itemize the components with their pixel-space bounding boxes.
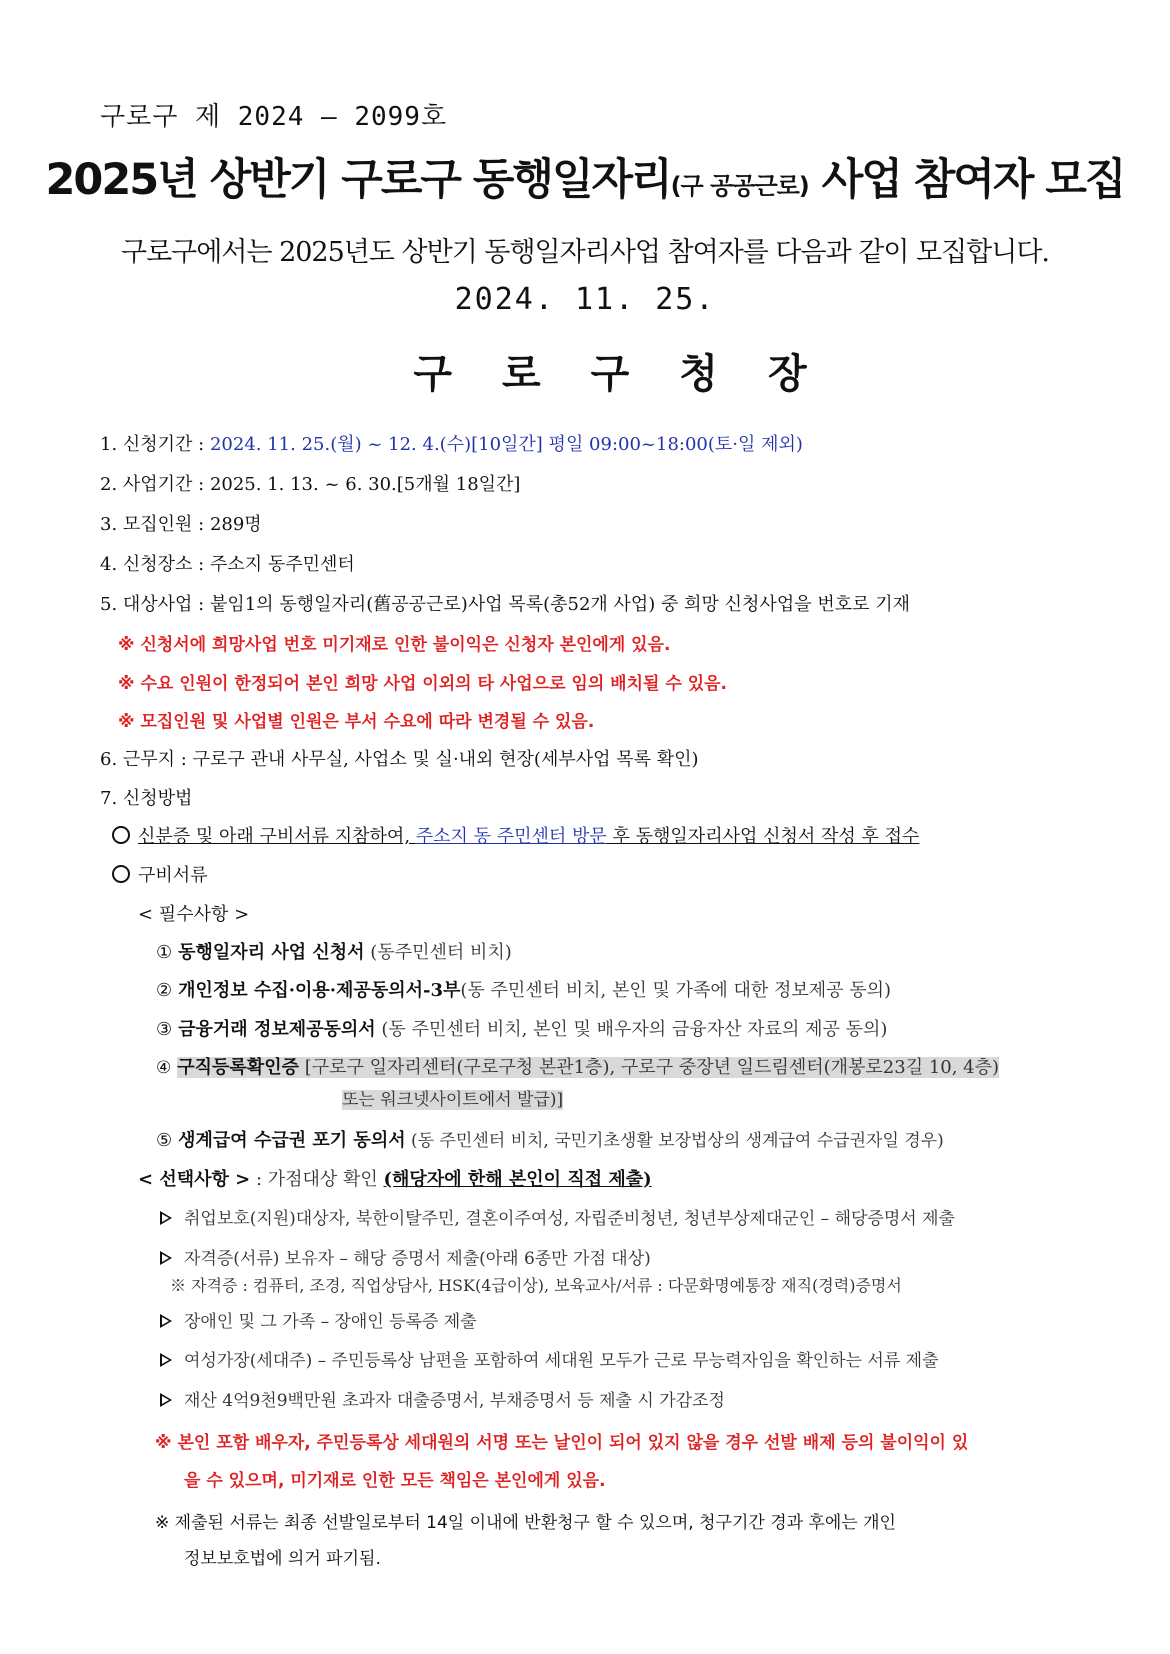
notice-date: 2024. 11. 25. xyxy=(454,282,716,317)
item-project-period: 2. 사업기간 : 2025. 1. 13. ~ 6. 30.[5개월 18일간] xyxy=(100,474,521,495)
required-item: ③ 금융거래 정보제공동의서 (동 주민센터 비치, 본인 및 배우자의 금융자산 자료의 제공 동의) xyxy=(156,1019,888,1040)
warning-note: ※ 모집인원 및 사업별 인원은 부서 수요에 따라 변경될 수 있음. xyxy=(118,712,595,732)
required-item-cont: 또는 워크넷사이트에서 발급)] xyxy=(342,1090,564,1110)
warning-note: ※ 수요 인원이 한정되어 본인 희망 사업 이외의 타 사업으로 임의 배치될 수 있음. xyxy=(118,674,728,694)
intro-text: 구로구에서는 2025년도 상반기 동행일자리사업 참여자를 다음과 같이 모집합니다. xyxy=(121,237,1049,268)
optional-item: 여성가장(세대주) – 주민등록상 남편을 포함하여 세대원 모두가 근로 무능력자임을 확인하는 서류 제출 xyxy=(160,1346,939,1371)
triangle-bullet-icon xyxy=(160,1314,172,1328)
optional-item: 재산 4억9천9백만원 초과자 대출증명서, 부채증명서 등 제출 시 가감조정 xyxy=(160,1386,725,1411)
return-note: ※ 제출된 서류는 최종 선발일로부터 14일 이내에 반환청구 할 수 있으며, 청구기간 경과 후에는 개인 xyxy=(155,1513,896,1533)
title-main: 2025년 상반기 구로구 동행일자리 xyxy=(45,155,671,205)
required-header: < 필수사항 > xyxy=(138,904,250,925)
required-item: ④ 구직등록확인증 [구로구 일자리센터(구로구청 본관1층), 구로구 중장년 일드림센터(개봉로23길 10, 4층) xyxy=(156,1057,1000,1078)
visit-place: 주소지 동 주민센터 방문 xyxy=(415,826,607,847)
item-application-method: 7. 신청방법 xyxy=(100,788,193,809)
triangle-bullet-icon xyxy=(160,1211,172,1225)
item-label: 1. 신청기간 : xyxy=(100,434,210,455)
triangle-bullet-icon xyxy=(160,1251,172,1265)
required-item: ① 동행일자리 사업 신청서 (동주민센터 비치) xyxy=(156,942,512,963)
optional-note: ※ 자격증 : 컴퓨터, 조경, 직업상담사, HSK(4급이상), 보육교사/서류 : 다문화명예통장 재직(경력)증명서 xyxy=(170,1276,902,1295)
item-target-projects: 5. 대상사업 : 붙임1의 동행일자리(舊공공근로)사업 목록(총52개 사업) 중 희망 신청사업을 번호로 기재 xyxy=(100,594,910,615)
optional-item: 취업보호(지원)대상자, 북한이탈주민, 결혼이주여성, 자립준비청년, 청년부상제대군인 – 해당증명서 제출 xyxy=(160,1204,955,1229)
circle-bullet-icon xyxy=(112,865,130,883)
required-item: ② 개인정보 수집·이용·제공동의서-3부(동 주민센터 비치, 본인 및 가족에 대한 정보제공 동의) xyxy=(156,980,892,1001)
warning-note: ※ 신청서에 희망사업 번호 미기재로 인한 불이익은 신청자 본인에게 있음. xyxy=(118,635,671,655)
item-workplace: 6. 근무지 : 구로구 관내 사무실, 사업소 및 실·내외 현장(세부사업 목록 확인) xyxy=(100,749,699,770)
title-paren: (구 공공근로) xyxy=(670,172,809,200)
optional-header: < 선택사항 > : 가점대상 확인 (해당자에 한해 본인이 직접 제출) xyxy=(138,1169,652,1190)
application-period-value: 2024. 11. 25.(월) ~ 12. 4.(수)[10일간] 평일 09:00~18:00(토·일 제외) xyxy=(209,434,803,455)
item-recruit-count: 3. 모집인원 : 289명 xyxy=(100,514,262,535)
title-tail: 사업 참여자 모집 xyxy=(808,155,1125,205)
optional-item: 장애인 및 그 가족 – 장애인 등록증 제출 xyxy=(160,1307,477,1332)
footer-warning: ※ 본인 포함 배우자, 주민등록상 세대원의 서명 또는 날인이 되어 있지 않을 경우 선발 배제 등의 불이익이 있 xyxy=(155,1433,969,1453)
footer-warning-cont: 을 수 있으며, 미기재로 인한 모든 책임은 본인에게 있음. xyxy=(184,1471,606,1491)
item-application-period xyxy=(100,430,803,456)
method-visit: 신분증 및 아래 구비서류 지참하여, 주소지 동 주민센터 방문 후 동행일자리사업 신청서 작성 후 접수 xyxy=(112,822,919,848)
optional-item: 자격증(서류) 보유자 – 해당 증명서 제출(아래 6종만 가점 대상) xyxy=(160,1244,651,1269)
circle-bullet-icon xyxy=(112,826,130,844)
triangle-bullet-icon xyxy=(160,1393,172,1407)
page-title xyxy=(0,146,1170,207)
document-number: 구로구 제 2024 – 2099호 xyxy=(100,102,448,132)
triangle-bullet-icon xyxy=(160,1353,172,1367)
method-documents: 구비서류 xyxy=(112,861,208,887)
item-application-place: 4. 신청장소 : 주소지 동주민센터 xyxy=(100,554,355,575)
issuer: 구로구청장 xyxy=(413,351,857,397)
required-item: ⑤ 생계급여 수급권 포기 동의서 (동 주민센터 비치, 국민기초생활 보장법상의 생계급여 수급권자일 경우) xyxy=(156,1130,944,1151)
highlight: 구직등록확인증 [구로구 일자리센터(구로구청 본관1층), 구로구 중장년 일드림센터(개봉로23길 10, 4층) xyxy=(177,1057,1000,1078)
return-note-cont: 정보보호법에 의거 파기됨. xyxy=(184,1549,381,1569)
